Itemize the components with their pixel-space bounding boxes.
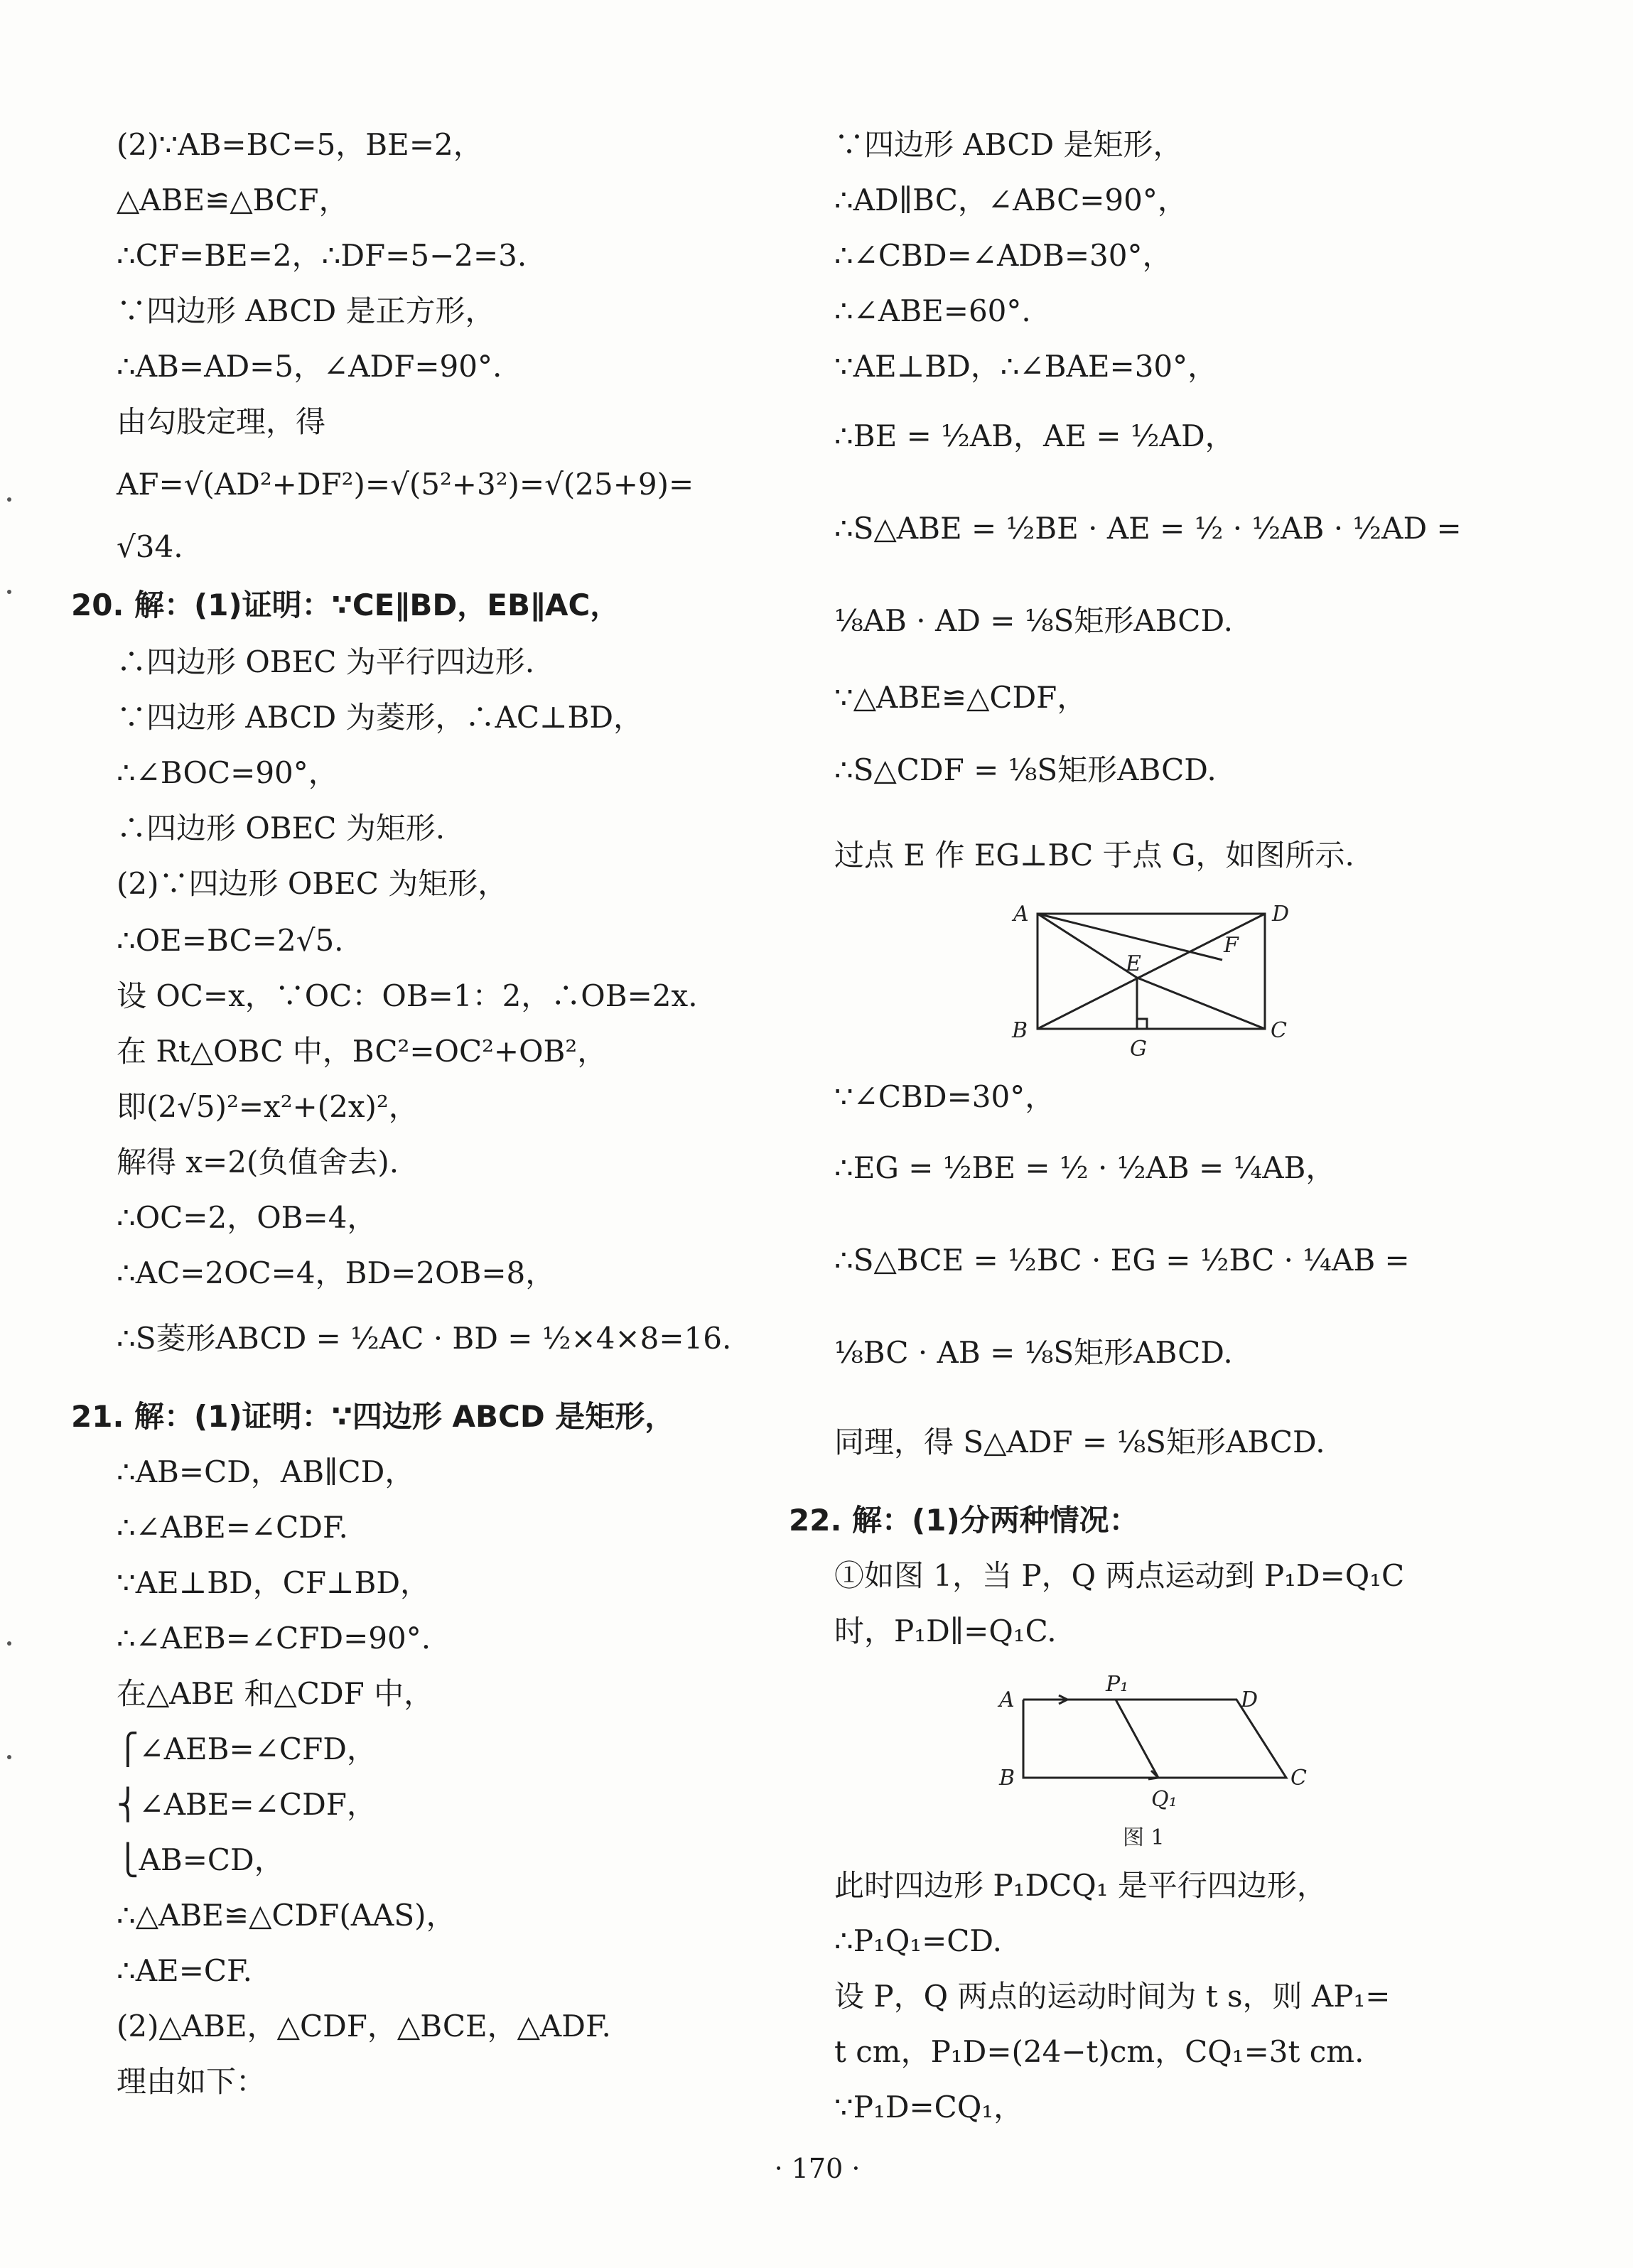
rectangle-diagram [1009, 892, 1293, 1063]
text-line: ∴S△ABE = ½BE · AE = ½ · ½AB · ½AD = [834, 511, 1462, 546]
text-line: ∴∠ABE=60°. [834, 293, 1031, 328]
page-number: · 170 · [774, 2153, 861, 2184]
text-line: ∴∠CBD=∠ADB=30°， [834, 238, 1173, 273]
text-line: ∵AE⊥BD，CF⊥BD， [117, 1565, 431, 1600]
text-line: ∵四边形 ABCD 为菱形，∴AC⊥BD， [117, 700, 643, 735]
figure-label: G [1130, 1037, 1147, 1062]
figure-label: B [999, 1766, 1015, 1791]
text-line: ∴S△CDF = ⅛S矩形ABCD. [834, 752, 1217, 787]
text-line: ∴AE=CF. [117, 1953, 252, 1988]
question-22-heading: 22. 解：(1)分两种情况： [789, 1503, 1139, 1538]
figure-label: F [1224, 933, 1239, 958]
text-line: ∴AC=2OC=4，BD=2OB=8， [117, 1256, 556, 1290]
text-line: ⅛BC · AB = ⅛S矩形ABCD. [834, 1335, 1233, 1370]
text-line: 过点 E 作 EG⊥BC 于点 G，如图所示. [834, 838, 1354, 873]
text-line: ∴∠ABE=∠CDF. [117, 1510, 348, 1545]
text-line: ①如图 1，当 P，Q 两点运动到 P₁D=Q₁C [834, 1558, 1405, 1593]
text-line: 设 P，Q 两点的运动时间为 t s，则 AP₁= [834, 1979, 1391, 2014]
text-line: 此时四边形 P₁DCQ₁ 是平行四边形， [834, 1868, 1327, 1903]
question-21-heading: 21. 解：(1)证明：∵四边形 ABCD 是矩形， [71, 1399, 675, 1434]
text-line: ∴△ABE≌△CDF(AAS)， [117, 1898, 456, 1933]
text-line: ⎨∠ABE=∠CDF， [117, 1787, 377, 1822]
text-line: ∴∠AEB=∠CFD=90°. [117, 1621, 431, 1656]
figure-label: Q₁ [1151, 1787, 1177, 1812]
text-line: ∴S菱形ABCD = ½AC · BD = ½×4×8=16. [117, 1321, 732, 1356]
text-line: 理由如下： [117, 2064, 266, 2099]
scan-mark [7, 497, 11, 502]
figure-label: A [1013, 902, 1029, 927]
scan-mark [7, 1641, 11, 1646]
text-line: 在△ABE 和△CDF 中， [117, 1676, 434, 1711]
text-line: 在 Rt△OBC 中，BC²=OC²+OB²， [117, 1034, 608, 1069]
text-line: ∴AD∥BC，∠ABC=90°， [834, 183, 1187, 217]
text-line: ∴P₁Q₁=CD. [834, 1923, 1002, 1958]
figure-label: C [1271, 1018, 1287, 1043]
text-line: ⎩AB=CD， [117, 1842, 284, 1877]
text-line: ∴BE = ½AB，AE = ½AD， [834, 418, 1235, 453]
text-line: 时，P₁D∥=Q₁C. [834, 1614, 1057, 1648]
figure-label: D [1241, 1688, 1259, 1712]
figure-1-caption: 图 1 [1123, 1825, 1165, 1850]
text-line: ∴AB=CD，AB∥CD， [117, 1454, 415, 1489]
text-line: 设 OC=x，∵OC：OB=1：2，∴OB=2x. [117, 978, 698, 1013]
text-line: ∴四边形 OBEC 为矩形. [117, 811, 446, 846]
text-line: ∴四边形 OBEC 为平行四边形. [117, 644, 535, 679]
text-line: ∵AE⊥BD，∴∠BAE=30°， [834, 349, 1218, 384]
text-line: √34. [117, 529, 183, 564]
text-line: ∴OE=BC=2√5. [117, 923, 344, 958]
figure-label: C [1290, 1766, 1307, 1791]
text-line: ∴OC=2，OB=4， [117, 1200, 377, 1235]
text-line: 由勾股定理，得 [117, 404, 326, 439]
text-line: ∵∠CBD=30°， [834, 1079, 1055, 1114]
text-line: ∴S△BCE = ½BC · EG = ½BC · ¼AB = [834, 1243, 1410, 1278]
text-line: ⅛AB · AD = ⅛S矩形ABCD. [834, 603, 1233, 638]
text-line: ∴EG = ½BE = ½ · ½AB = ¼AB， [834, 1150, 1336, 1185]
text-line: AF=√(AD²+DF²)=√(5²+3²)=√(25+9)= [117, 467, 694, 502]
figure-1-diagram [995, 1667, 1308, 1859]
text-line: 解得 x=2(负值舍去). [117, 1145, 399, 1179]
figure-label: E [1126, 951, 1141, 976]
text-line: △ABE≌△BCF， [117, 183, 349, 217]
text-line: ∴AB=AD=5，∠ADF=90°. [117, 349, 502, 384]
text-line: (2)△ABE，△CDF，△BCE，△ADF. [117, 2009, 611, 2043]
figure-label: B [1012, 1018, 1028, 1043]
text-line: ∴CF=BE=2，∴DF=5−2=3. [117, 238, 527, 273]
question-20-heading: 20. 解：(1)证明：∵CE∥BD，EB∥AC， [71, 588, 620, 622]
text-line: (2)∵AB=BC=5，BE=2， [117, 127, 483, 162]
text-line: 同理，得 S△ADF = ⅛S矩形ABCD. [834, 1425, 1325, 1459]
text-line: ∴∠BOC=90°， [117, 755, 338, 790]
scan-mark [7, 1755, 11, 1759]
figure-label: P₁ [1106, 1672, 1129, 1697]
figure-label: A [999, 1688, 1015, 1712]
text-line: ∵P₁D=CQ₁， [834, 2090, 1024, 2124]
text-line: t cm，P₁D=(24−t)cm，CQ₁=3t cm. [834, 2034, 1364, 2069]
scan-mark [7, 590, 11, 594]
text-line: ∵△ABE≌△CDF， [834, 680, 1087, 715]
text-line: 即(2√5)²=x²+(2x)²， [117, 1089, 419, 1124]
text-line: ⎧∠AEB=∠CFD， [117, 1732, 377, 1766]
figure-label: D [1272, 902, 1290, 927]
text-line: (2)∵四边形 OBEC 为矩形， [117, 866, 508, 901]
text-line: ∵四边形 ABCD 是矩形， [834, 127, 1183, 162]
text-line: ∵四边形 ABCD 是正方形， [117, 293, 495, 328]
